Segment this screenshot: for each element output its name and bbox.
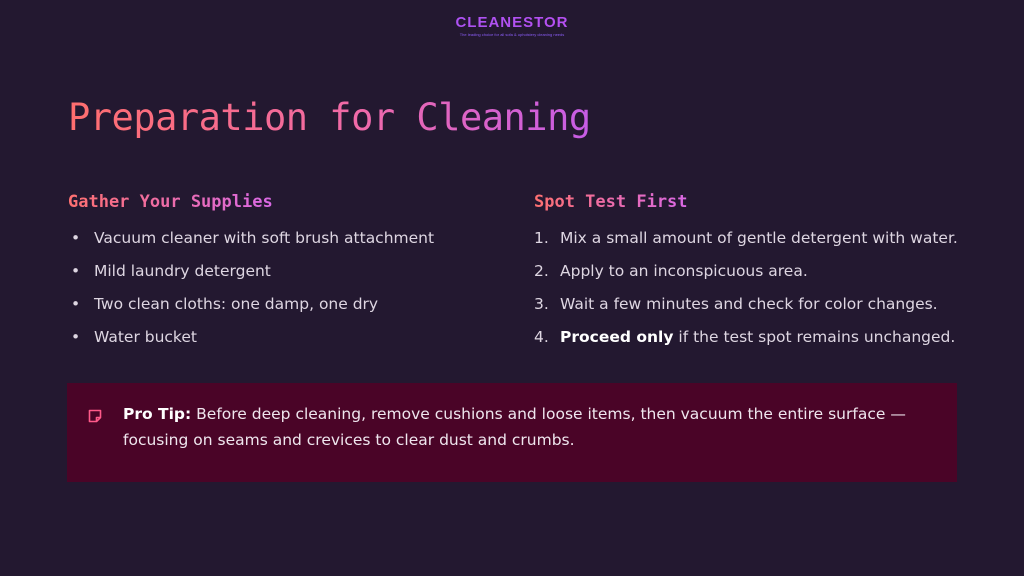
list-item (534, 228, 958, 248)
page-title: Preparation for Cleaning (68, 96, 591, 139)
step-body: Apply to an inconspicuous area. (560, 262, 808, 280)
pro-tip-text (123, 401, 927, 482)
brand-name: CLEANESTOR (0, 14, 1024, 31)
bullet-icon: • (71, 328, 81, 346)
list-item (68, 294, 434, 314)
bullet-icon: • (71, 295, 81, 313)
step-body: Wait a few minutes and check for color changes. (560, 295, 938, 313)
supply-item-text: Mild laundry detergent (94, 262, 271, 280)
list-item (534, 294, 958, 314)
step-body: Mix a small amount of gentle detergent with water. (560, 229, 958, 247)
step-strong: Proceed only (560, 328, 674, 346)
supplies-list (68, 228, 434, 347)
supplies-section (68, 192, 434, 360)
list-item (534, 261, 958, 281)
step-number: 4. (534, 328, 549, 346)
brand-tagline: The leading choice for all sofa & upholstery cleaning needs (459, 32, 565, 37)
pro-tip-body: Before deep cleaning, remove cushions and loose items, then vacuum the entire surface — focusing on seams and crevices to clear dust and crumbs. (123, 405, 906, 449)
step-text (560, 327, 955, 347)
step-number: 2. (534, 262, 549, 280)
bullet-icon: • (71, 262, 81, 280)
step-number: 3. (534, 295, 549, 313)
pro-tip-label: Pro Tip: (123, 405, 192, 423)
step-text (560, 261, 808, 281)
brand-logo (0, 14, 1024, 37)
supply-item-text: Two clean cloths: one damp, one dry (94, 295, 379, 313)
bullet-icon: • (71, 229, 81, 247)
list-item (68, 261, 434, 281)
step-text (560, 228, 958, 248)
step-text (560, 294, 938, 314)
supply-item-text: Vacuum cleaner with soft brush attachment (94, 229, 435, 247)
spot-test-section (534, 192, 958, 360)
list-item (68, 327, 434, 347)
supplies-heading: Gather Your Supplies (68, 192, 273, 212)
pro-tip-callout (67, 383, 957, 482)
spot-test-heading: Spot Test First (534, 192, 688, 212)
list-item (68, 228, 434, 248)
step-body: if the test spot remains unchanged. (673, 328, 956, 346)
note-icon (87, 405, 123, 482)
list-item (534, 327, 958, 347)
supply-item-text: Water bucket (94, 328, 197, 346)
spot-test-steps (534, 228, 958, 347)
step-number: 1. (534, 229, 549, 247)
